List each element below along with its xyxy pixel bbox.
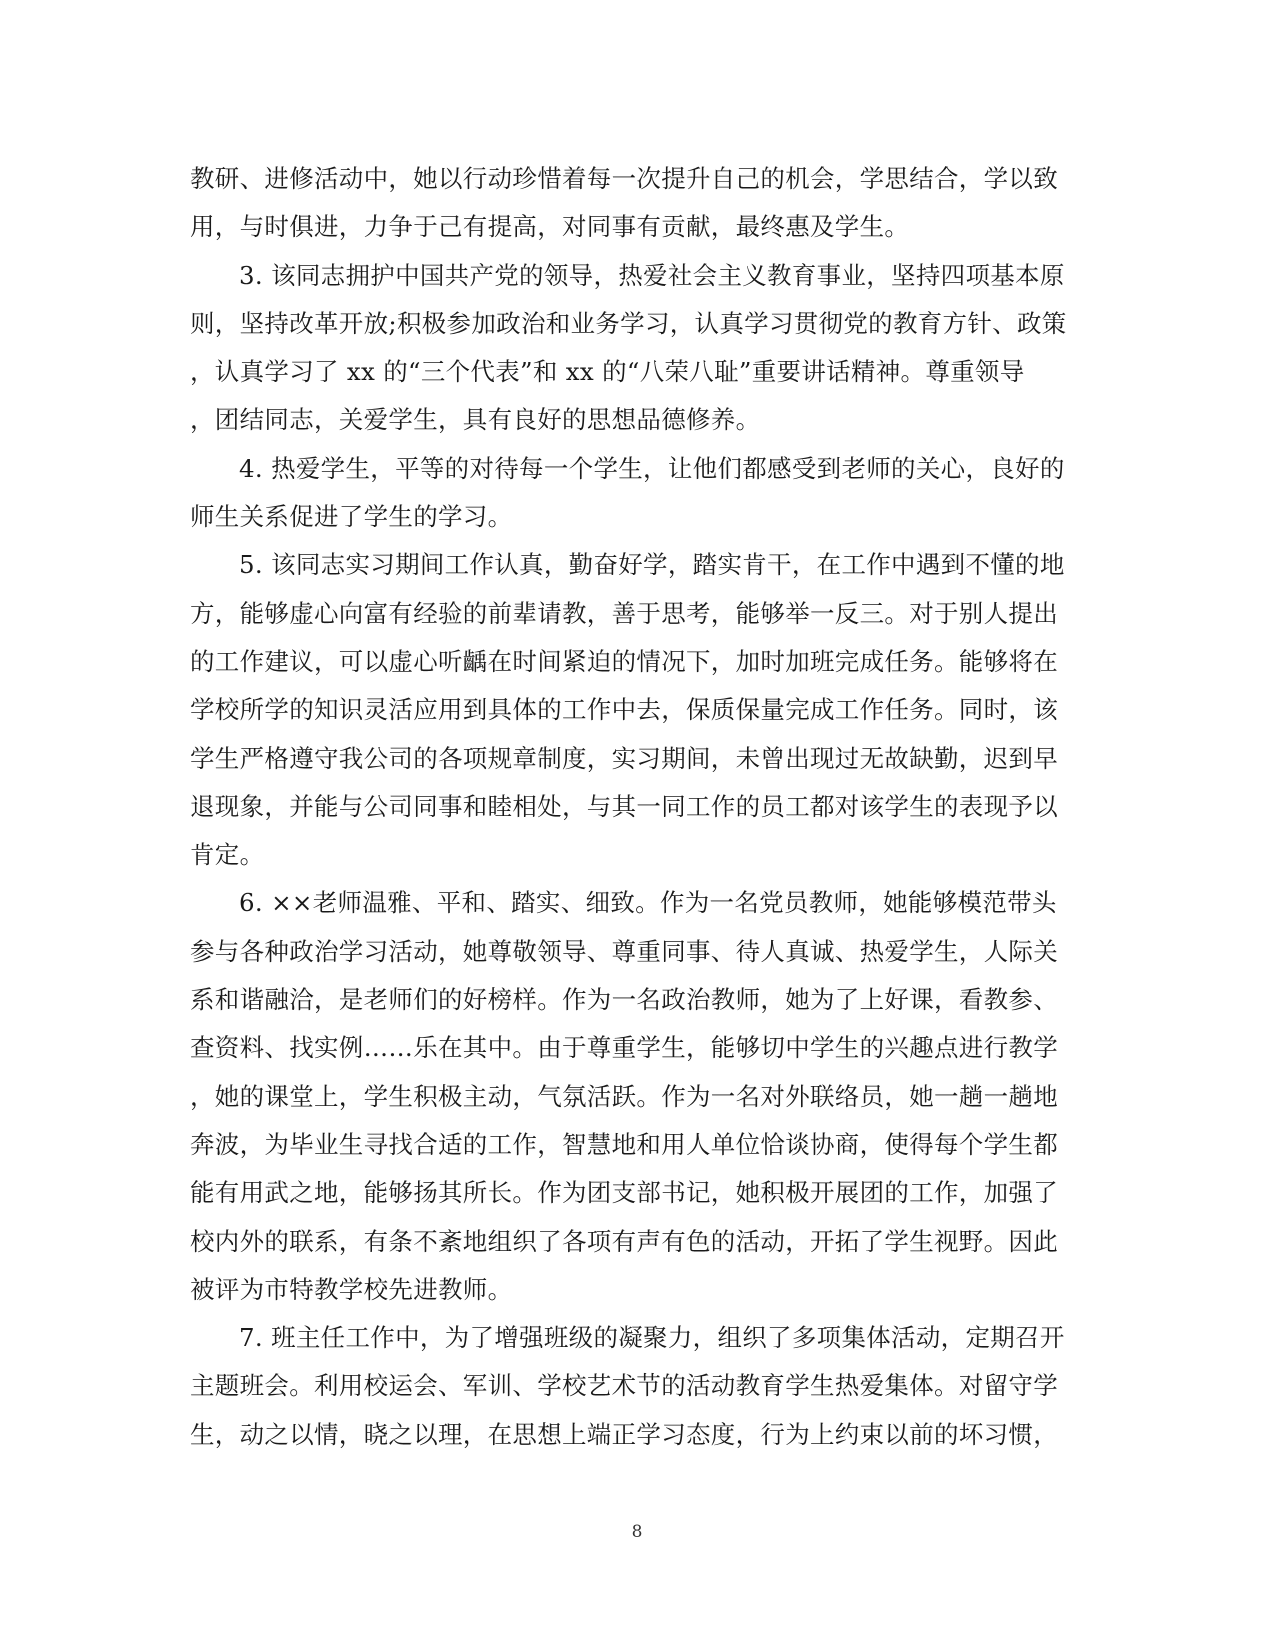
- text-line: 奔波，为毕业生寻找合适的工作，智慧地和用人单位恰谈协商，使得每个学生都: [190, 1129, 1058, 1159]
- text-line: 则，坚持改革开放;积极参加政治和业务学习，认真学习贯彻党的教育方针、政策: [190, 308, 1067, 338]
- text-line: 6. ××老师温雅、平和、踏实、细致。作为一名党员教师，她能够模范带头: [239, 888, 1057, 918]
- text-line: 系和谐融洽，是老师们的好榜样。作为一名政治教师，她为了上好课，看教参、: [190, 985, 1058, 1015]
- text-line: 能有用武之地，能够扬其所长。作为团支部书记，她积极开展团的工作，加强了: [190, 1178, 1058, 1208]
- text-line: 的工作建议，可以虚心听齲在时间紧迫的情况下，加时加班完成任务。能够将在: [190, 646, 1058, 676]
- text-line: 查资料、找实例……乐在其中。由于尊重学生，能够切中学生的兴趣点进行教学: [190, 1033, 1058, 1063]
- text-line: 退现象，并能与公司同事和睦相处，与其一同工作的员工都对该学生的表现予以: [190, 791, 1058, 821]
- document-body: [190, 155, 1080, 1459]
- text-line: ，团结同志，关爱学生，具有良好的思想品德修养。: [190, 405, 761, 435]
- text-line: 生，动之以情，晓之以理，在思想上端正学习态度，行为上约束以前的坏习惯，: [190, 1419, 1058, 1449]
- text-line: 用，与时俱进，力争于己有提高，对同事有贡献，最终惠及学生。: [190, 212, 910, 242]
- text-line: 学生严格遵守我公司的各项规章制度，实习期间，未曾出现过无故缺勤，迟到早: [190, 743, 1058, 773]
- text-line: 3. 该同志拥护中国共产党的领导，热爱社会主义教育事业，坚持四项基本原: [239, 260, 1065, 290]
- text-line: 主题班会。利用校运会、军训、学校艺术节的活动教育学生热爱集体。对留守学: [190, 1371, 1058, 1401]
- text-line: 4. 热爱学生，平等的对待每一个学生，让他们都感受到老师的关心，良好的: [239, 453, 1065, 483]
- text-line: 教研、进修活动中，她以行动珍惜着每一次提升自己的机会，学思结合，学以致: [190, 164, 1058, 193]
- text-line: 校内外的联系，有条不紊地组织了各项有声有色的活动，开拓了学生视野。因此: [190, 1226, 1058, 1256]
- text-line: ，认真学习了 xx 的“三个代表”和 xx 的“八荣八耻”重要讲话精神。尊重领导: [190, 357, 1025, 387]
- text-line: 学校所学的知识灵活应用到具体的工作中去，保质保量完成工作任务。同时，该: [190, 695, 1058, 725]
- text-line: 方，能够虚心向富有经验的前辈请教，善于思考，能够举一反三。对于别人提出: [190, 598, 1058, 628]
- text-line: 5. 该同志实习期间工作认真，勤奋好学，踏实肯干，在工作中遇到不懂的地: [239, 550, 1065, 580]
- page-number: 8: [631, 1522, 643, 1542]
- text-line: 参与各种政治学习活动，她尊敬领导、尊重同事、待人真诚、热爱学生，人际关: [190, 936, 1058, 966]
- text-line: ，她的课堂上，学生积极主动，气氛活跃。作为一名对外联络员，她一趟一趟地: [190, 1081, 1058, 1111]
- text-line: 7. 班主任工作中，为了增强班级的凝聚力，组织了多项集体活动，定期召开: [239, 1323, 1065, 1353]
- text-line: 肯定。: [190, 840, 265, 870]
- text-line: 被评为市特教学校先进教师。: [190, 1274, 513, 1304]
- text-line: 师生关系促进了学生的学习。: [190, 502, 513, 532]
